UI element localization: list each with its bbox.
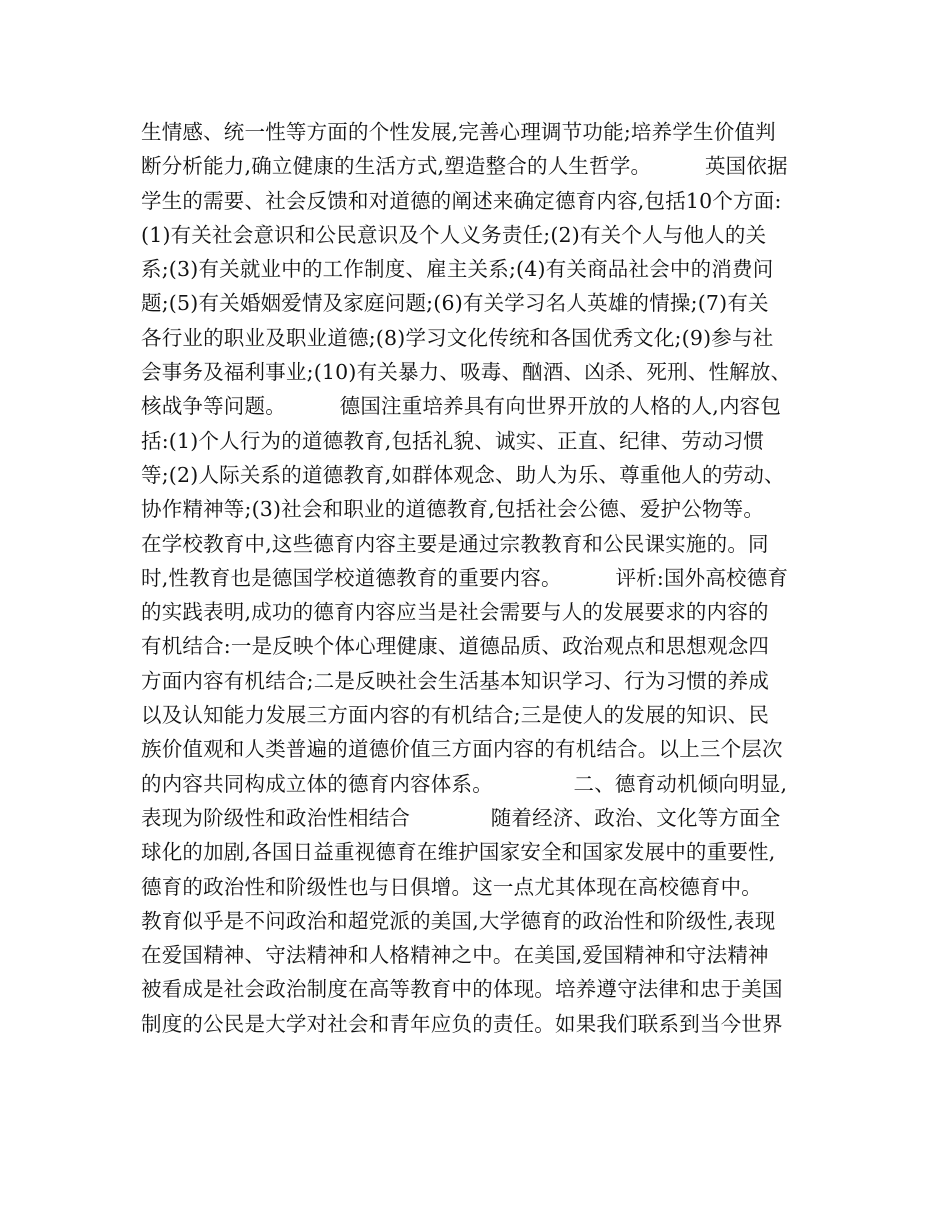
body-text: [141, 115, 831, 1041]
text-line-14: 时,性教育也是德国学校道德教育的重要内容。 评析:国外高校德育: [141, 565, 789, 590]
text-line-19: 族价值观和人类普遍的道德价值三方面内容的有机结合。以上三个层次: [141, 737, 783, 762]
text-line-8: 会事务及福利事业;(10)有关暴力、吸毒、酗酒、凶杀、死刑、性解放、: [141, 360, 792, 385]
text-line-10: 括:(1)个人行为的道德教育,包括礼貌、诚实、正直、纪律、劳动习惯: [141, 428, 765, 453]
text-line-12: 协作精神等;(3)社会和职业的道德教育,包括社会公德、爱护公物等。: [141, 497, 765, 522]
text-line-9: 核战争等问题。 德国注重培养具有向世界开放的人格的人,内容包: [141, 394, 782, 419]
text-line-21: 表现为阶级性和政治性相结合 随着经济、政治、文化等方面全: [141, 805, 781, 830]
text-line-3: 学生的需要、社会反馈和对道德的阐述来确定德育内容,包括10个方面:: [141, 188, 782, 213]
text-line-27: 制度的公民是大学对社会和青年应负的责任。如果我们联系到当今世界: [141, 1011, 783, 1036]
text-line-25: 在爱国精神、守法精神和人格精神之中。在美国,爱国精神和守法精神: [141, 943, 769, 968]
text-line-22: 球化的加剧,各国日益重视德育在维护国家安全和国家发展中的重要性,: [141, 840, 776, 865]
text-line-7: 各行业的职业及职业道德;(8)学习文化传统和各国优秀文化;(9)参与社: [141, 325, 774, 350]
text-line-26: 被看成是社会政治制度在高等教育中的体现。培养遵守法律和忠于美国: [141, 977, 783, 1002]
text-line-2: 断分析能力,确立健康的生活方式,塑造整合的人生哲学。 英国依据: [141, 154, 788, 179]
text-line-6: 题;(5)有关婚姻爱情及家庭问题;(6)有关学习名人英雄的情操;(7)有关: [141, 291, 769, 316]
text-line-4: (1)有关社会意识和公民意识及个人义务责任;(2)有关个人与他人的关: [141, 222, 767, 247]
text-line-23: 德育的政治性和阶级性也与日俱增。这一点尤其体现在高校德育中。: [141, 874, 762, 899]
text-line-16: 有机结合:一是反映个体心理健康、道德品质、政治观点和思想观念四: [141, 634, 770, 659]
text-line-15: 的实践表明,成功的德育内容应当是社会需要与人的发展要求的内容的: [141, 600, 769, 625]
text-line-18: 以及认知能力发展三方面内容的有机结合;三是使人的发展的知识、民: [141, 703, 770, 728]
text-line-20: 的内容共同构成立体的德育内容体系。 二、德育动机倾向明显,: [141, 771, 788, 796]
text-line-24: 教育似乎是不问政治和超党派的美国,大学德育的政治性和阶级性,表现: [141, 908, 776, 933]
text-line-11: 等;(2)人际关系的道德教育,如群体观念、助人为乐、尊重他人的劳动、: [141, 462, 785, 487]
text-line-13: 在学校教育中,这些德育内容主要是通过宗教教育和公民课实施的。同: [141, 531, 769, 556]
text-line-1: 生情感、统一性等方面的个性发展,完善心理调节功能;培养学生价值判: [141, 120, 776, 144]
text-line-17: 方面内容有机结合;二是反映社会生活基本知识学习、行为习惯的养成: [141, 668, 770, 693]
text-line-5: 系;(3)有关就业中的工作制度、雇主关系;(4)有关商品社会中的消费问: [141, 257, 774, 282]
